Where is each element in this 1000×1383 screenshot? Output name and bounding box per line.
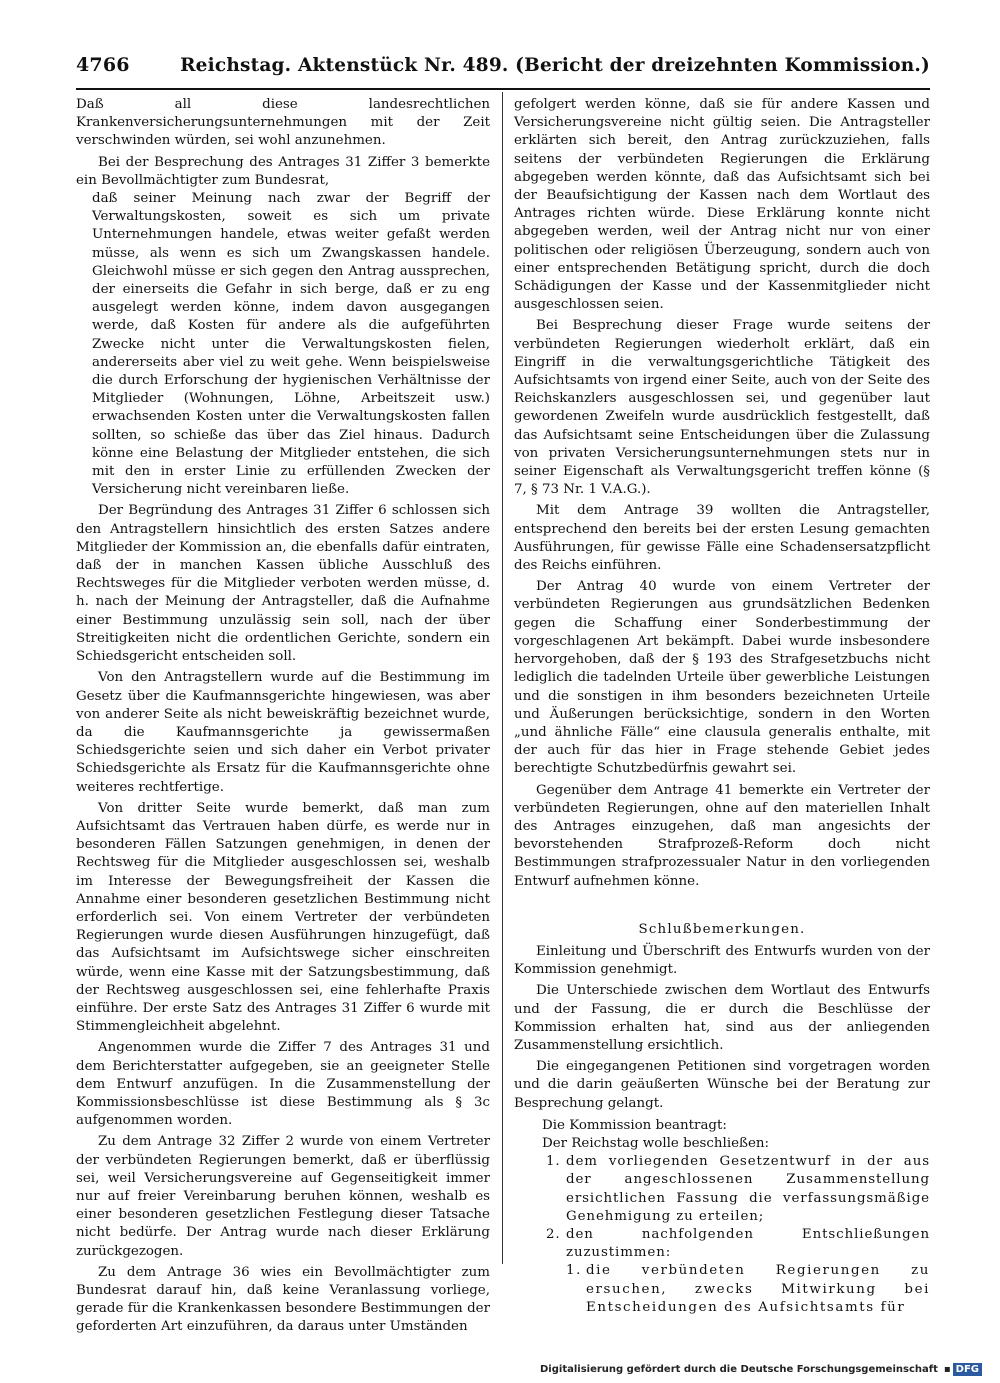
- paragraph: Angenommen wurde die Ziffer 7 des Antrages 31 und dem Berichterstatter aufgegeben, sie an geeigneter Stelle dem Entwurf anzufügen. In die Zusammenstellung der Kommissionsbeschlüsse ist diese Bestimmung als § 3c aufgenommen worden.: [76, 1040, 490, 1129]
- sub-list-item: [566, 1262, 930, 1317]
- paragraph: Der Begründung des Antrages 31 Ziffer 6 schlossen sich den Antragstellern hinsichtlich des ersten Satzes andere Mitglieder der Kommission an, die ebenfalls dafür eintraten, daß der in manchen Kassen übliche Ausschluß des Rechtsweges für die Mitglieder verboten werden müsse, d. h. nach der Meinung der Antragsteller, daß die Aufnahme einer Bestimmung unzulässig sein soll, nach der über Streitigkeiten nicht die ordentlichen Gerichte, sondern ein Schiedsgericht entscheiden soll.: [76, 503, 490, 665]
- motion-resolve: Der Reichstag wolle beschließen:: [542, 1135, 770, 1151]
- paragraph: Zu dem Antrage 36 wies ein Bevollmächtigter zum Bundesrat darauf hin, daß keine Veranlassung vorliege, gerade für die Krankenkassen besondere Bestimmungen der geforderten Art einzuführen, da daraus unter Umständen: [76, 1264, 490, 1335]
- item-text: dem vorliegenden Gesetzentwurf in der aus der angeschlossenen Zusammenstellung ersichtlichen Fassung die verfassungsmäßige Genehmigung zu erteilen;: [566, 1154, 930, 1224]
- item-text: die verbündeten Regierungen zu ersuchen, zwecks Mitwirkung bei Entscheidungen des Aufsichtsamts für: [586, 1263, 930, 1315]
- digitization-credit: [540, 1363, 982, 1376]
- quoted-statement: daß seiner Meinung nach zwar der Begriff der Verwaltungskosten, soweit es sich um private Unternehmungen handele, etwas weiter gefaßt werden müsse, als wenn es sich um Zwangskassen handele. Gleichwohl müsse er sich gegen den Antrag aussprechen, der einerseits die Gefahr in sich berge, daß er zu eng ausgelegt werden könne, indem davon ausgegangen werde, daß Kosten für andere als die aufgeführten Zwecke nicht unter die Verwaltungskosten fielen, andererseits aber viel zu weit gehe. Wenn beispielsweise die durch Erforschung der hygienischen Verhältnisse der Mitglieder (Wohnungen, Löhne, Arbeitszeit usw.) erwachsenden Kosten unter die Verwaltungskosten fallen sollten, so schieße das über das Ziel hinaus. Dadurch könne eine Belastung der Mitglieder entstehen, die sich mit den in erster Linie zu erfüllenden Zwecken der Versicherung nicht vereinbaren ließe.: [92, 191, 490, 498]
- paragraph: Bei der Besprechung des Antrages 31 Ziffer 3 bemerkte ein Bevollmächtigter zum Bundesrat,: [76, 154, 490, 188]
- page-number: 4766: [76, 54, 130, 76]
- paragraph: gefolgert werden könne, daß sie für andere Kassen und Versicherungsvereine nicht gültig seien. Die Antragsteller erklärten sich bereit, den Antrag zurückzuziehen, falls seitens der verbündeten Regierungen die Erklärung abgegeben werden könnte, daß das Aufsichtsamt sich bei der Beaufsichtigung der Kassen nach dem Wortlaut des Antrages richten würde. Diese Erklärung konnte nicht abgegeben werden, weil der Antrag nicht nur von einer politischen oder religiösen Überzeugung, sondern auch von einer entsprechenden Betätigung spricht, durch die doch Schädigungen der Kasse und der Kassenmitglieder nicht ausgeschlossen seien.: [514, 97, 930, 313]
- paragraph: Gegenüber dem Antrage 41 bemerkte ein Vertreter der verbündeten Regierungen, ohne auf den materiellen Inhalt des Antrages einzugehen, daß man angesichts der bevorstehenden Strafprozeß-Reform doch nicht Bestimmungen strafprozessualer Natur in den vorliegenden Entwurf aufnehmen könne.: [514, 782, 930, 889]
- paragraph: Daß all diese landesrechtlichen Krankenversicherungsunternehmungen mit der Zeit verschwinden würden, sei wohl anzunehmen.: [76, 97, 490, 149]
- paragraph: Der Antrag 40 wurde von einem Vertreter der verbündeten Regierungen aus grundsätzlichen Bedenken gegen die Schaffung einer Sonderbestimmung der vorgeschlagenen Art bekämpft. Dabei wurde insbesondere hervorgehoben, daß der § 193 des Strafgesetzbuchs nicht lediglich die tadelnden Urteile über gewerbliche Leistungen und die sonstigen in ihm besonders bezeichneten Urteile und Äußerungen berücksichtige, sondern in den Worten „und ähnliche Fälle“ eine clausula generalis enthalte, mit der auch für das hier in Frage stehende Gebiet jedes berechtigte Schutzbedürfnis gewahrt sei.: [514, 579, 930, 777]
- paragraph: Die Unterschiede zwischen dem Wortlaut des Entwurfs und der Fassung, die er durch die Beschlüsse der Kommission erhalten hat, sind aus der anliegenden Zusammenstellung ersichtlich.: [514, 983, 930, 1053]
- running-title: Reichstag. Aktenstück Nr. 489. (Bericht der dreizehnten Kommission.): [180, 55, 930, 76]
- item-number: 1.: [566, 1263, 582, 1279]
- item-number: 2.: [546, 1226, 561, 1242]
- right-column: [514, 96, 930, 1317]
- item-text: den nachfolgenden Entschließungen zuzustimmen:: [566, 1226, 930, 1261]
- dfg-logo: [944, 1363, 982, 1376]
- column-divider: [502, 92, 503, 1264]
- paragraph: Mit dem Antrage 39 wollten die Antragsteller, entsprechend den bereits bei der ersten Lesung gemachten Ausführungen, für gewisse Fälle eine Schadensersatzpflicht des Reichs einführen.: [514, 503, 930, 574]
- motion-intro: Die Kommission beantragt:: [542, 1117, 727, 1133]
- list-item: [546, 1226, 930, 1262]
- item-number: 1.: [546, 1154, 561, 1170]
- dfg-logo-mark-icon: ▪: [943, 1364, 951, 1375]
- left-column: [76, 96, 490, 1337]
- paragraph: Die eingegangenen Petitionen sind vorgetragen worden und die darin geäußerten Wünsche bei der Beratung zur Besprechung gelangt.: [514, 1059, 930, 1111]
- paragraph: Von dritter Seite wurde bemerkt, daß man zum Aufsichtsamt das Vertrauen haben dürfe, es werde nur in besonderen Fällen Satzungen genehmigen, in denen der Rechtsweg für die Mitglieder ausgeschlossen sei, weshalb im Interesse der Bewegungsfreiheit der Kassen die Annahme einer besonderen gesetzlichen Bestimmung nicht erforderlich sei. Von einem Vertreter der verbündeten Regierungen wurde diesen Ausführungen hinzugefügt, daß das Aufsichtsamt im Aufsichtswege sicher einschreiten würde, wenn eine Kasse mit der Satzungsbestimmung, daß der Rechtsweg ausgeschlossen sei, eine fehlerhafte Praxis einführe. Der erste Satz des Antrages 31 Ziffer 6 wurde mit Stimmengleichheit abgelehnt.: [76, 800, 490, 1035]
- credit-text: Digitalisierung gefördert durch die Deutsche Forschungsgemeinschaft: [540, 1364, 938, 1375]
- paragraph: Zu dem Antrage 32 Ziffer 2 wurde von einem Vertreter der verbündeten Regierungen bemerkt, daß er überflüssig sei, weil Versicherungsvereine auf Gegenseitigkeit immer nur auf freier Vereinbarung beruhen können, weshalb es einer besonderen gesetzlichen Festlegung dieser Tatsache nicht bedürfe. Der Antrag wurde nach dieser Erklärung zurückgezogen.: [76, 1134, 490, 1259]
- list-item: [546, 1153, 930, 1226]
- motion: [514, 1117, 930, 1317]
- paragraph: Von den Antragstellern wurde auf die Bestimmung im Gesetz über die Kaufmannsgerichte hingewiesen, was aber von anderer Seite als nicht beweiskräftig bezeichnet wurde, da die Kaufmannsgerichte ja gewissermaßen Schiedsgerichte seien und sich daher ein Verbot privater Schiedsgerichte als Ersatz für die Kaufmannsgerichte ohne weiteres rechtfertige.: [76, 670, 490, 795]
- paragraph: Bei Besprechung dieser Frage wurde seitens der verbündeten Regierungen wiederholt erklärt, daß ein Eingriff in die verwaltungsgerichtliche Tätigkeit des Aufsichtsamts von irgend einer Seite, auch von der Seite des Reichskanzlers ausgeschlossen sei, und gegenüber laut gewordenen Zweifeln wurde ausdrücklich festgestellt, daß das Aufsichtsamt seine Entscheidungen über die Zulassung von privaten Versicherungsunternehmungen stets nur in seiner Eigenschaft als Verwaltungsgericht treffen könne (§ 7, § 73 Nr. 1 V.A.G.).: [514, 318, 930, 498]
- page-header: [76, 54, 930, 76]
- dfg-logo-text: DFG: [953, 1363, 982, 1376]
- section-title: Schlußbemerkungen.: [638, 921, 806, 937]
- header-rule: [76, 88, 930, 90]
- paragraph: Einleitung und Überschrift des Entwurfs wurden von der Kommission genehmigt.: [514, 943, 930, 978]
